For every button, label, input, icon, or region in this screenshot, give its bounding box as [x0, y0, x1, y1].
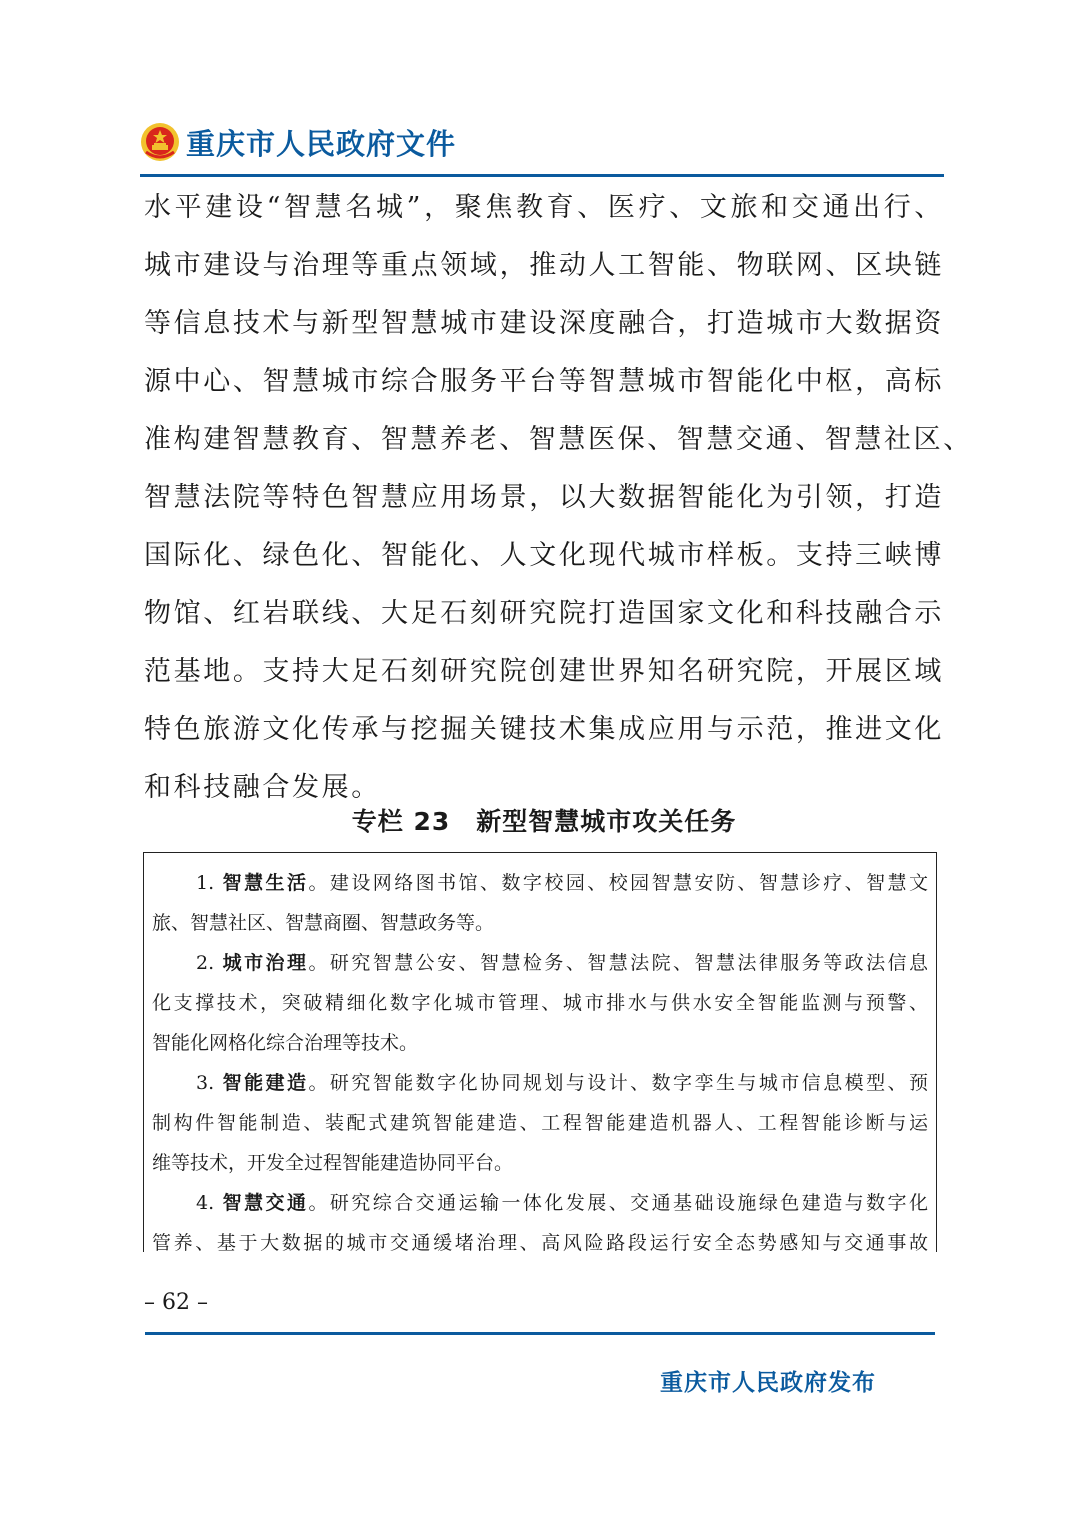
task-box	[143, 852, 937, 1252]
box-item-line: 智能化网格化综合治理等技术。	[152, 1032, 419, 1054]
body-line: 准构建智慧教育、智慧养老、智慧医保、智慧交通、智慧社区、	[144, 424, 973, 455]
box-item-line: 管养、基于大数据的城市交通缓堵治理、高风险路段运行安全态势感知与交通事故	[152, 1232, 928, 1252]
item-text: 。研究综合交通运输一体化发展、交通基础设施绿色建造与数字化	[308, 1192, 928, 1214]
item-number: 3.	[196, 1072, 215, 1094]
footer-divider	[145, 1332, 935, 1335]
item-label: 智能建造	[222, 1072, 309, 1094]
item-number: 2.	[196, 952, 215, 974]
page-number: – 62 –	[144, 1290, 208, 1315]
body-line: 范基地。支持大足石刻研究院创建世界知名研究院，开展区域	[144, 656, 944, 687]
item-text: 。研究智能数字化协同规划与设计、数字孪生与城市信息模型、预	[308, 1072, 928, 1094]
item-label: 城市治理	[222, 952, 309, 974]
body-line: 智慧法院等特色智慧应用场景，以大数据智能化为引领，打造	[144, 482, 944, 513]
header-divider	[140, 174, 944, 177]
body-line: 和科技融合发展。	[144, 772, 381, 803]
box-item-3-line-1	[152, 1065, 928, 1105]
box-item-line: 制构件智能制造、装配式建筑智能建造、工程智能建造机器人、工程智能诊断与运	[152, 1112, 928, 1134]
item-number: 4.	[196, 1192, 215, 1214]
document-header	[140, 116, 944, 168]
item-label: 智慧生活	[222, 872, 309, 894]
header-title: 重庆市人民政府文件	[186, 126, 457, 161]
body-line: 物馆、红岩联线、大足石刻研究院打造国家文化和科技融合示	[144, 598, 944, 629]
box-item-line: 化支撑技术，突破精细化数字化城市管理、城市排水与供水安全智能监测与预警、	[152, 992, 928, 1014]
box-item-4-line-1	[152, 1185, 928, 1225]
item-text: 。建设网络图书馆、数字校园、校园智慧安防、智慧诊疗、智慧文	[308, 872, 928, 894]
body-line: 城市建设与治理等重点领域，推动人工智能、物联网、区块链	[144, 250, 944, 281]
box-item-2-line-1	[152, 945, 928, 985]
box-item-1-line-1	[152, 865, 928, 905]
body-line: 特色旅游文化传承与挖掘关键技术集成应用与示范，推进文化	[144, 714, 944, 745]
body-line: 国际化、绿色化、智能化、人文化现代城市样板。支持三峡博	[144, 540, 944, 571]
item-number: 1.	[196, 872, 215, 894]
body-line: 源中心、智慧城市综合服务平台等智慧城市智能化中枢，高标	[144, 366, 944, 397]
body-line: 等信息技术与新型智慧城市建设深度融合，打造城市大数据资	[144, 308, 944, 339]
box-item-line: 维等技术，开发全过程智能建造协同平台。	[152, 1152, 514, 1174]
box-item-line: 旅、智慧社区、智慧商圈、智慧政务等。	[152, 912, 495, 934]
item-text: 。研究智慧公安、智慧检务、智慧法院、智慧法律服务等政法信息	[308, 952, 928, 974]
footer-publisher: 重庆市人民政府发布	[660, 1370, 876, 1396]
item-label: 智慧交通	[222, 1192, 309, 1214]
body-paragraph	[144, 182, 973, 820]
box-title: 专栏 23 新型智慧城市攻关任务	[351, 807, 737, 836]
body-line: 水平建设“智慧名城”，聚焦教育、医疗、文旅和交通出行、	[144, 192, 944, 223]
national-emblem-icon	[140, 122, 180, 162]
